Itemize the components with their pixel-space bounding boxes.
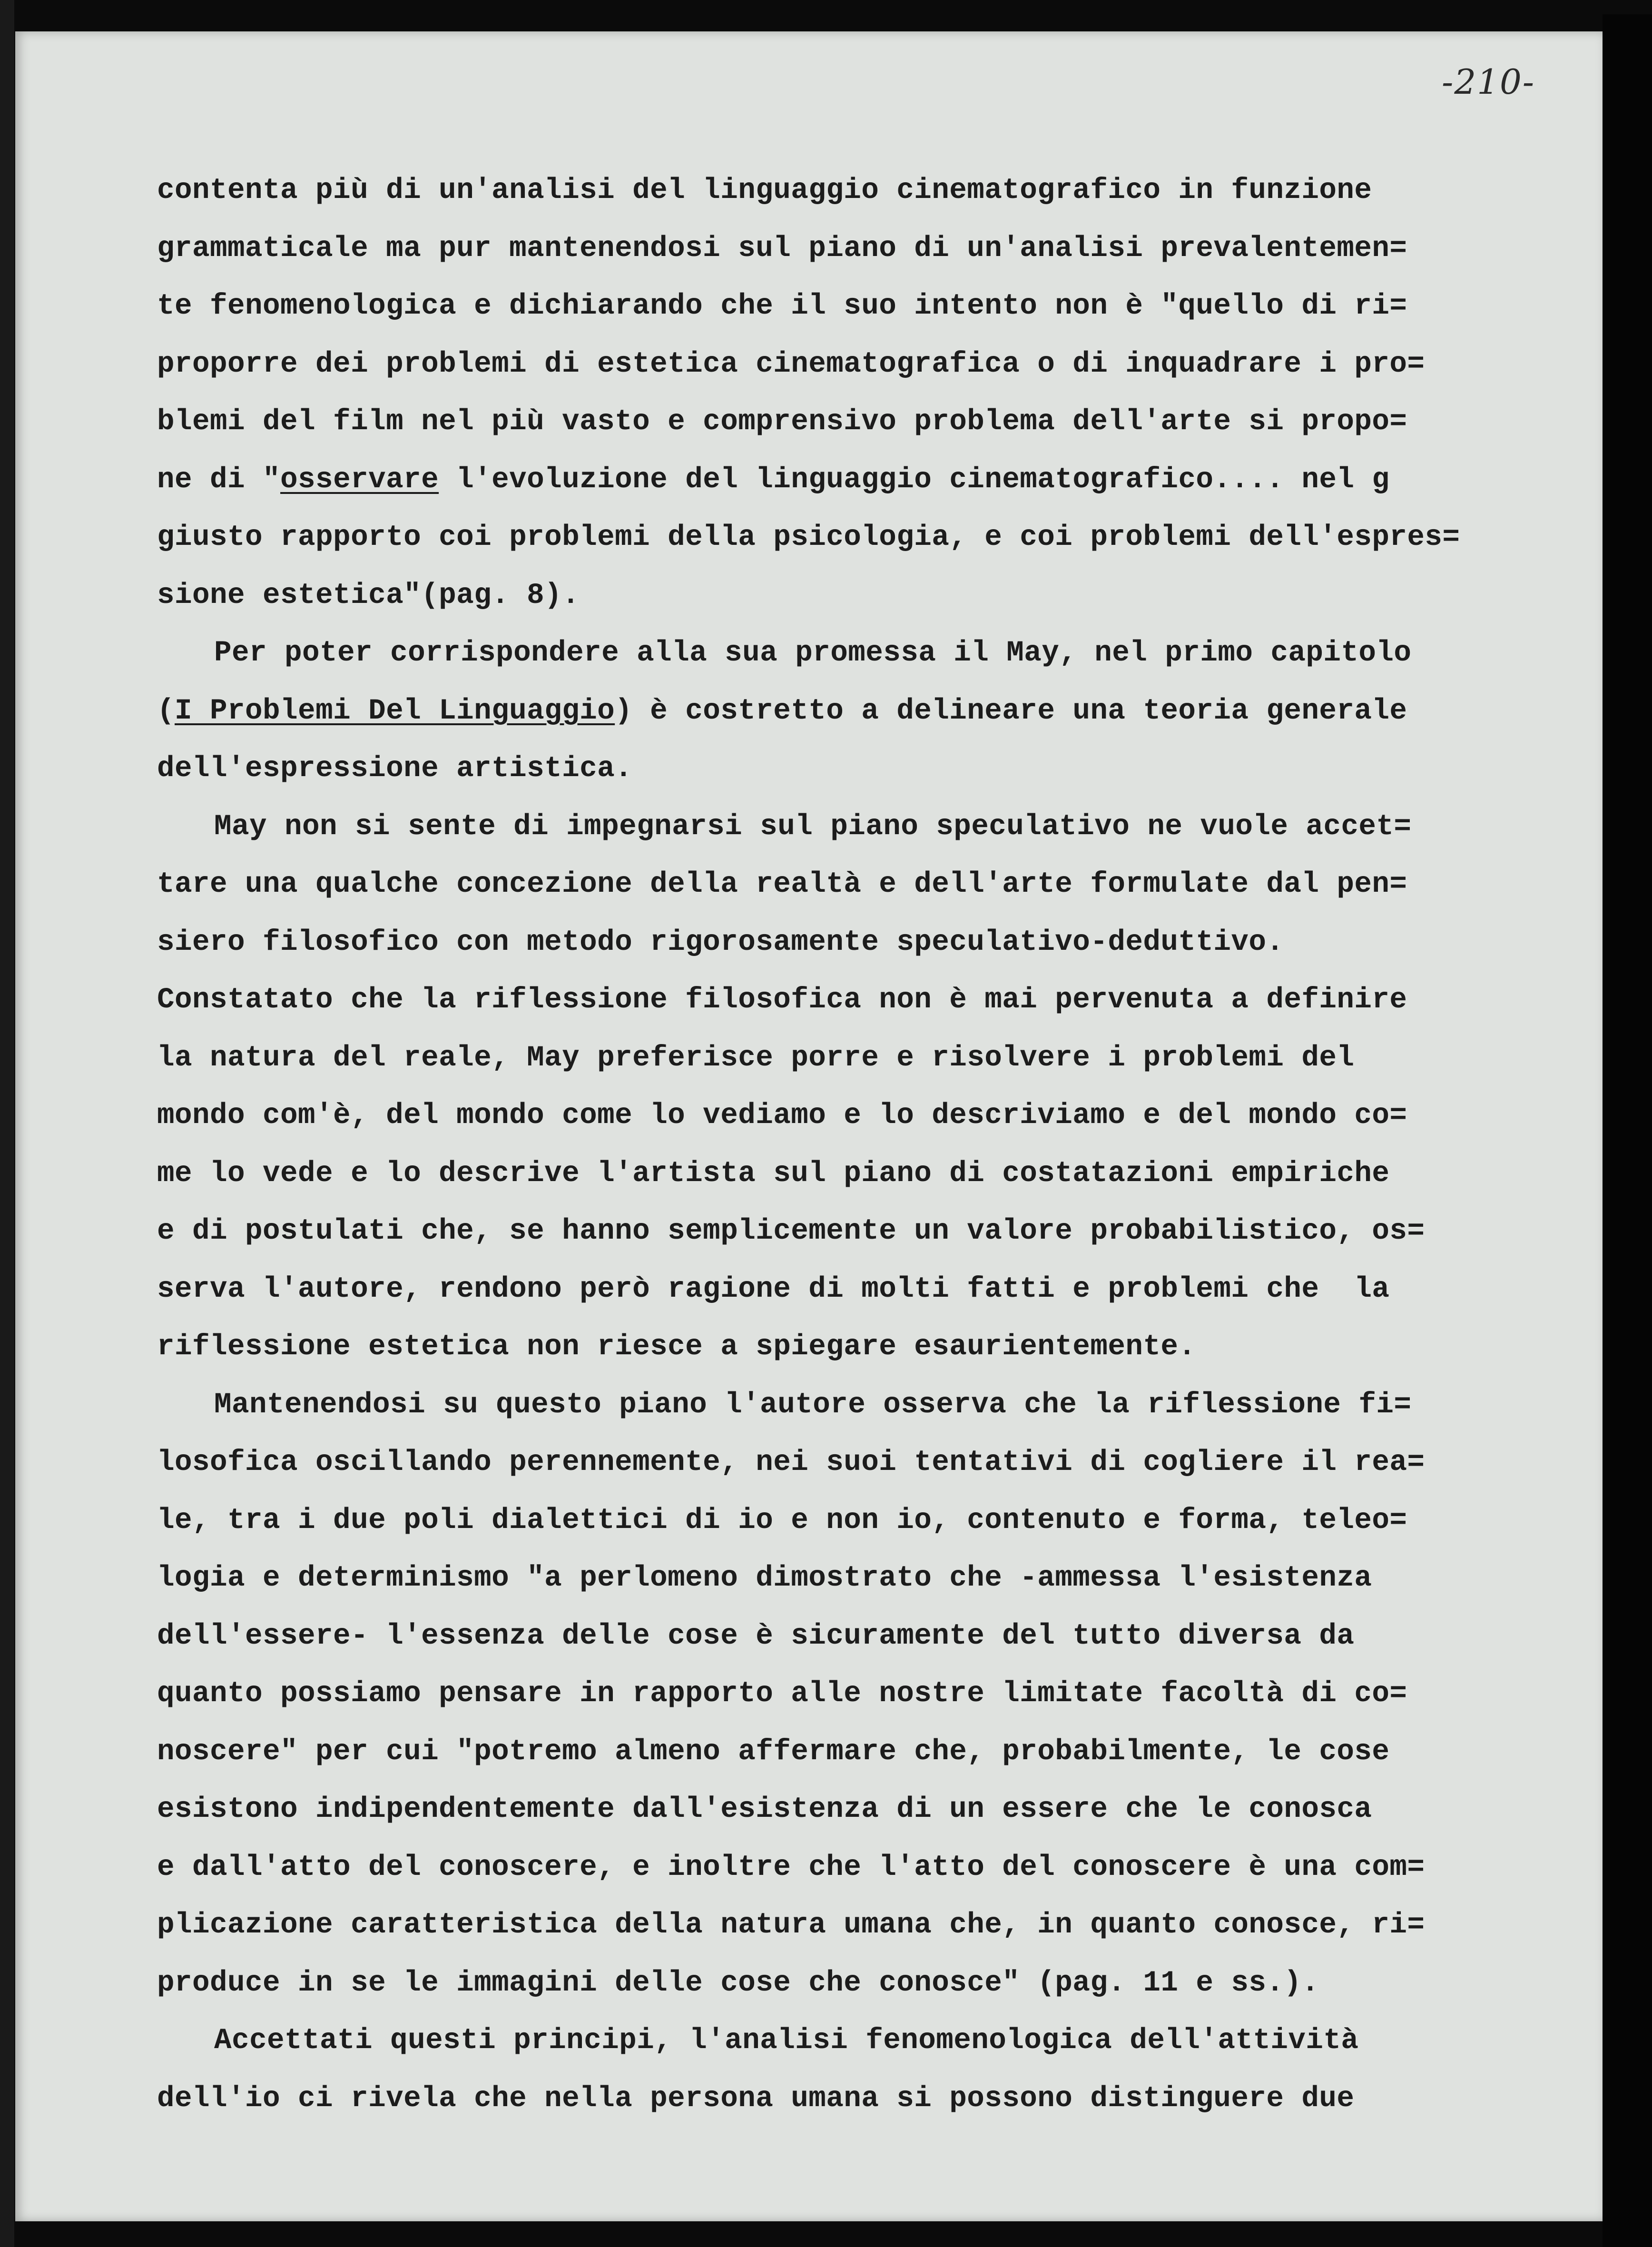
text-line: tare una qualche concezione della realtà e dell'arte formulate dal pen= — [157, 868, 1407, 901]
text-line: dell'essere- l'essenza delle cose è sicuramente del tutto diversa da — [157, 1619, 1355, 1653]
text-line: logia e determinismo "a perlomeno dimostrato che -ammessa l'esistenza — [157, 1562, 1372, 1595]
text-line: dell'espressione artistica. — [157, 752, 633, 785]
text-line: e dall'atto del conoscere, e inoltre che l'atto del conoscere è una com= — [157, 1851, 1425, 1884]
text-line: blemi del film nel più vasto e comprensivo problema dell'arte si propo= — [157, 405, 1407, 438]
text-line: la natura del reale, May preferisce porre e risolvere i problemi del — [157, 1041, 1355, 1074]
text-line: noscere" per cui "potremo almeno affermare che, probabilmente, le cose — [157, 1735, 1390, 1768]
text-line: grammaticale ma pur mantenendosi sul piano di un'analisi prevalentemen= — [157, 232, 1407, 265]
page-edge-shadow — [1603, 14, 1652, 2247]
text-line: e di postulati che, se hanno semplicemente un valore probabilistico, os= — [157, 1215, 1425, 1248]
text-line: me lo vede e lo descrive l'artista sul piano di costatazioni empiriche — [157, 1157, 1390, 1190]
text-segment: ) è costretto a delineare una teoria generale — [615, 694, 1407, 728]
text-segment: ne di " — [157, 463, 281, 496]
typewritten-text-block — [157, 162, 1575, 2128]
text-line: quanto possiamo pensare in rapporto alle nostre limitate facoltà di co= — [157, 1677, 1407, 1710]
text-line: Accettati questi principi, l'analisi fenomenologica dell'attività — [214, 2024, 1359, 2057]
text-line: produce in se le immagini delle cose che conosce" (pag. 11 e ss.). — [157, 1966, 1319, 2000]
underlined-text: I Problemi Del Linguaggio — [175, 694, 615, 728]
text-line — [157, 682, 1575, 740]
text-line: plicazione caratteristica della natura umana che, in quanto conosce, ri= — [157, 1909, 1425, 1941]
text-line: esistono indipendentemente dall'esistenza di un essere che le conosca — [157, 1793, 1372, 1826]
text-line: riflessione estetica non riesce a spiegare esaurientemente. — [157, 1330, 1196, 1363]
text-line: giusto rapporto coi problemi della psicologia, e coi problemi dell'espres= — [157, 521, 1460, 554]
text-line: Per poter corrispondere alla sua promessa il May, nel primo capitolo — [214, 637, 1412, 670]
page-number: -210- — [1442, 62, 1535, 102]
text-line: proporre dei problemi di estetica cinematografica o di inquadrare i pro= — [157, 347, 1425, 381]
text-line: sione estetica"(pag. 8). — [157, 579, 580, 612]
text-line: losofica oscillando perennemente, nei suoi tentativi di cogliere il rea= — [157, 1446, 1425, 1479]
text-line: serva l'autore, rendono però ragione di molti fatti e problemi che la — [157, 1272, 1390, 1306]
text-line — [157, 451, 1575, 509]
text-line: dell'io ci rivela che nella persona umana si possono distinguere due — [157, 2082, 1355, 2115]
binder-strip — [0, 0, 14, 2247]
text-line: le, tra i due poli dialettici di io e non io, contenuto e forma, teleo= — [157, 1504, 1407, 1537]
text-line: mondo com'è, del mondo come lo vediamo e lo descriviamo e del mondo co= — [157, 1099, 1407, 1132]
underlined-text: osservare — [280, 463, 439, 496]
text-line: Constatato che la riflessione filosofica non è mai pervenuta a definire — [157, 984, 1407, 1016]
text-line: May non si sente di impegnarsi sul piano speculativo ne vuole accet= — [214, 810, 1412, 843]
text-line: Mantenendosi su questo piano l'autore osserva che la riflessione fi= — [214, 1388, 1412, 1421]
text-line: contenta più di un'analisi del linguaggio cinematografico in funzione — [157, 174, 1372, 207]
text-line: te fenomenologica e dichiarando che il suo intento non è "quello di ri= — [157, 290, 1407, 323]
text-segment: l'evoluzione del linguaggio cinematografico.... nel g — [439, 463, 1390, 496]
text-segment: ( — [157, 694, 175, 728]
text-line: siero filosofico con metodo rigorosamente speculativo-deduttivo. — [157, 926, 1284, 959]
